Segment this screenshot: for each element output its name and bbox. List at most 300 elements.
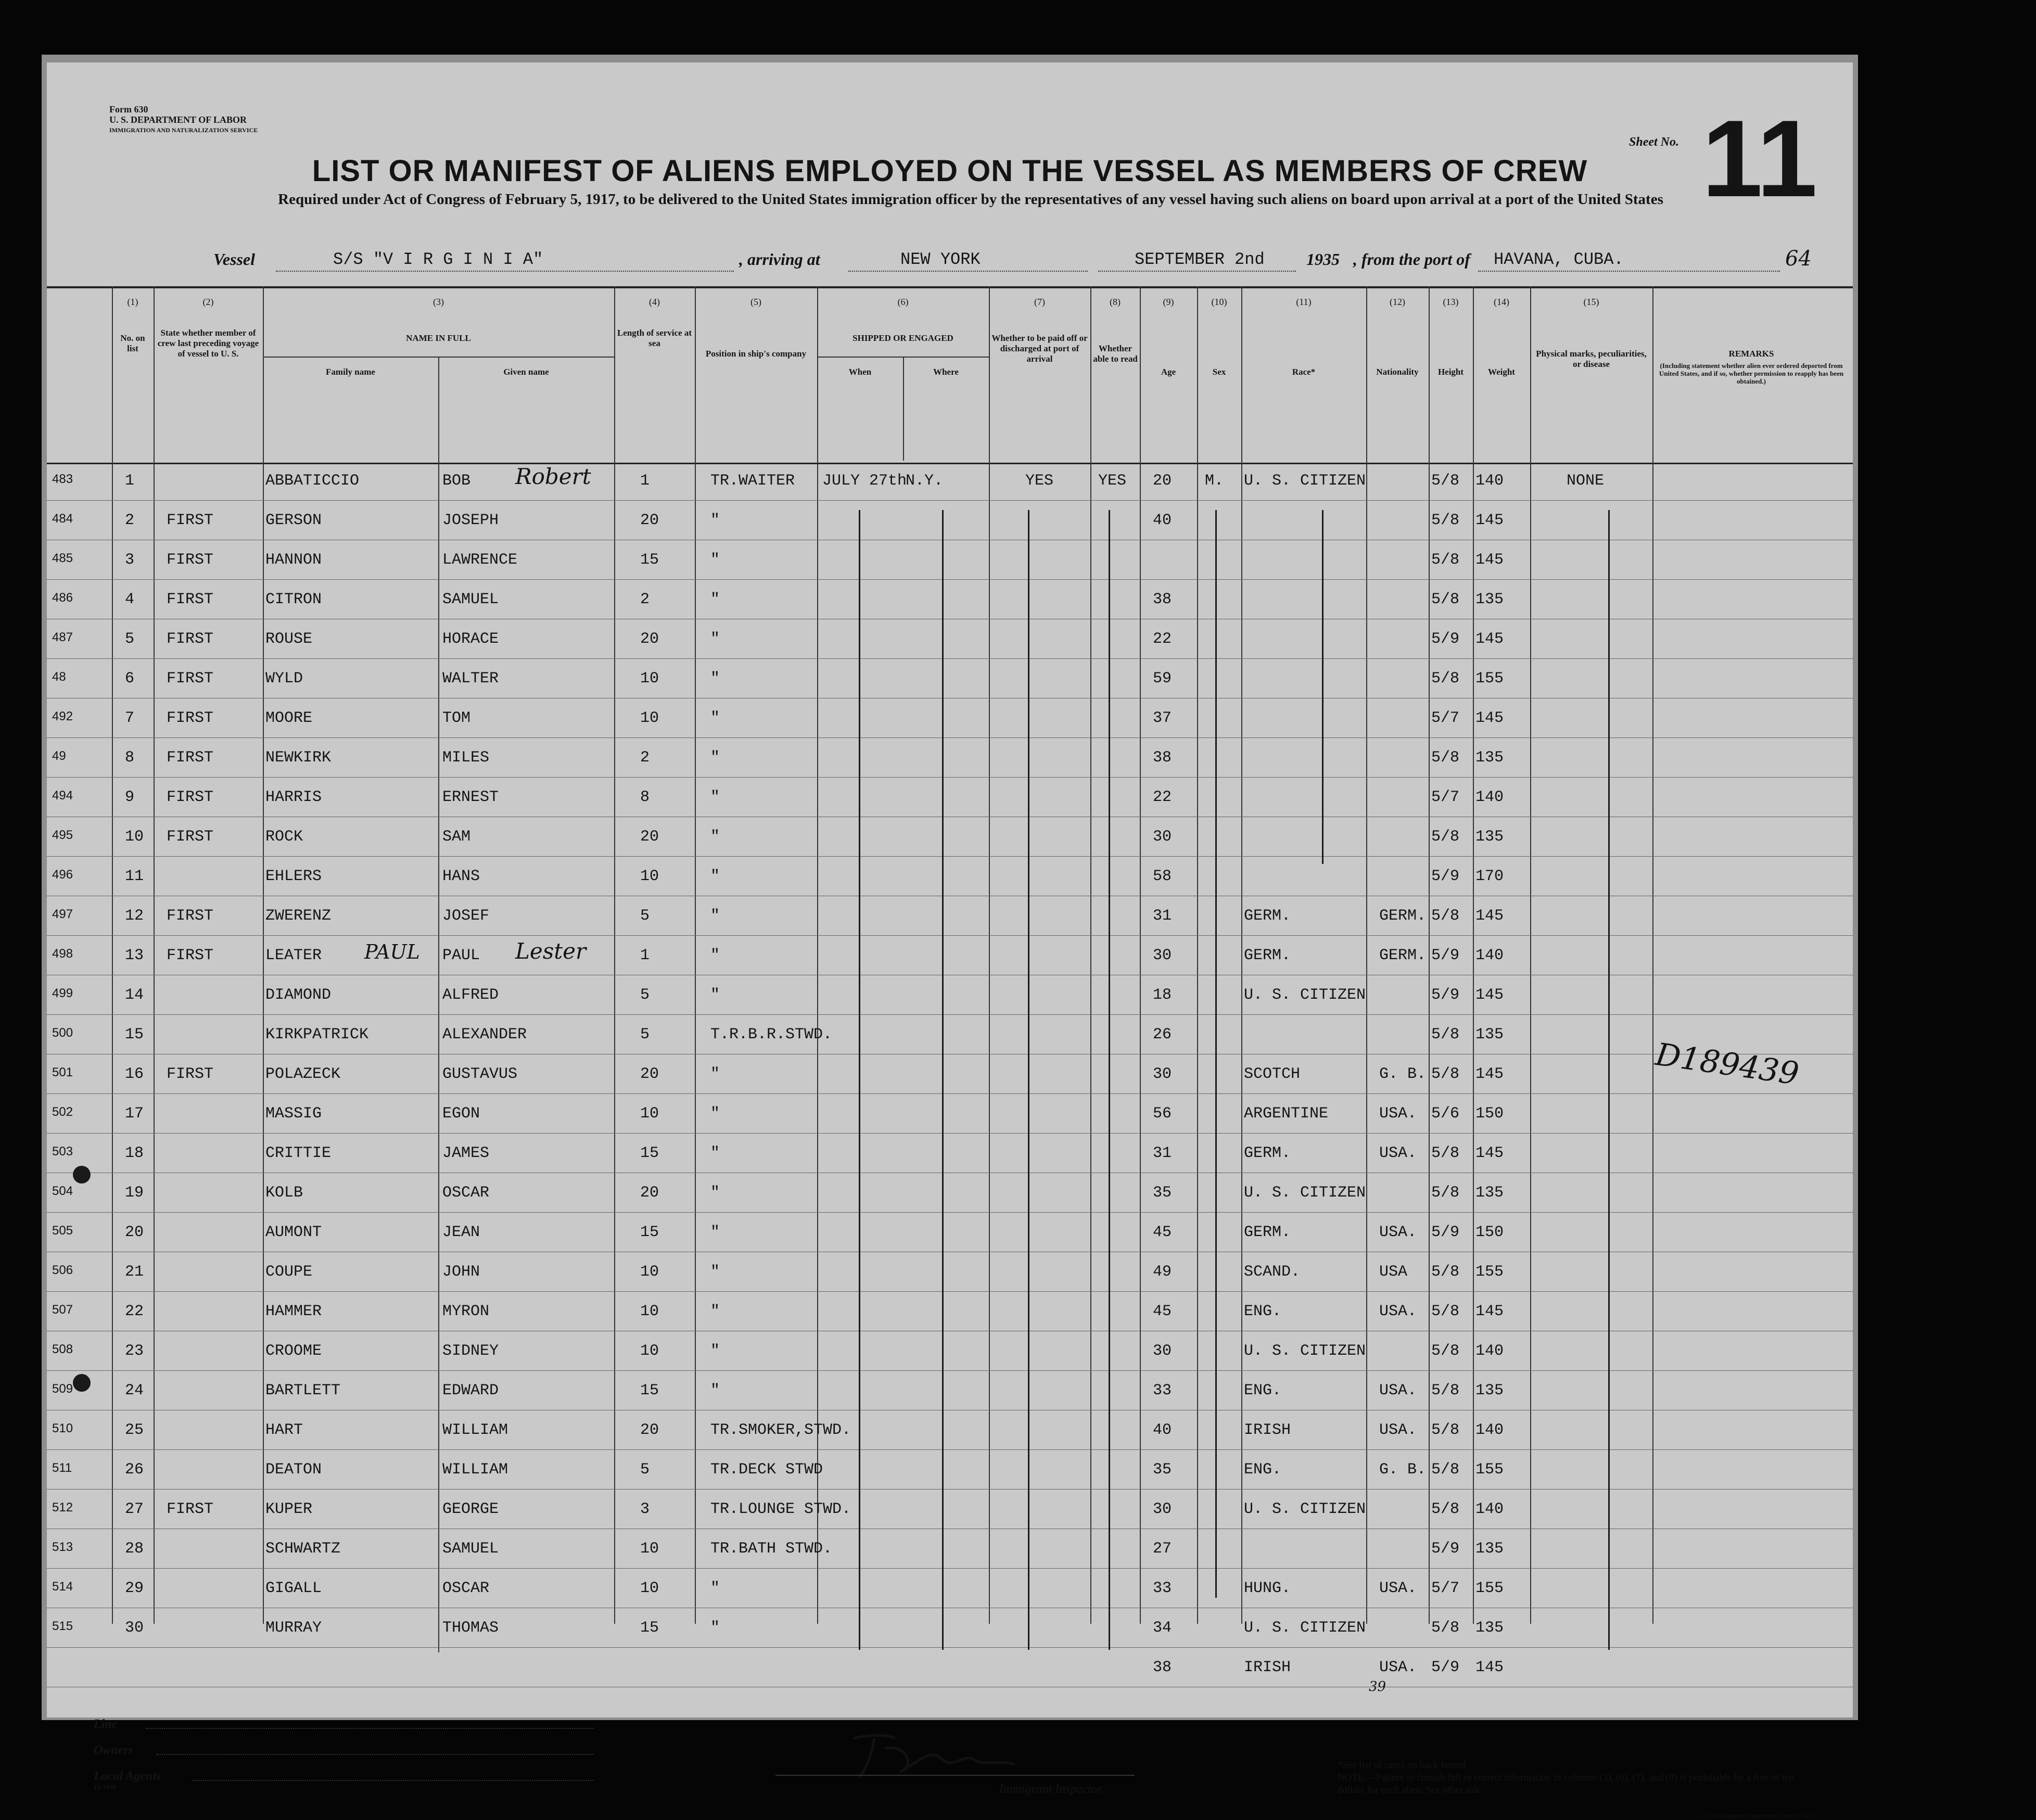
cell-height: 5/8 bbox=[1431, 1026, 1460, 1043]
from-port-label: , from the port of bbox=[1353, 250, 1470, 269]
cell-given: THOMAS bbox=[442, 1619, 499, 1637]
inspector-signature bbox=[843, 1728, 1062, 1785]
cell-weight: 135 bbox=[1475, 1619, 1504, 1637]
cell-height: 5/9 bbox=[1431, 947, 1460, 964]
cell-weight: 135 bbox=[1475, 1026, 1504, 1043]
cell-age: 22 bbox=[1153, 788, 1172, 806]
cell-extra_weight: 145 bbox=[1475, 1659, 1504, 1676]
cell-ledger: 483 bbox=[52, 472, 73, 486]
cell-ledger: 508 bbox=[52, 1342, 73, 1356]
cell-ledger: 492 bbox=[52, 709, 73, 723]
table-row bbox=[47, 1212, 1853, 1252]
table-row bbox=[47, 817, 1853, 857]
header-family-name: Family name bbox=[326, 367, 375, 377]
cell-age: 33 bbox=[1153, 1382, 1172, 1399]
cell-given: WILLIAM bbox=[442, 1461, 508, 1479]
cell-weight: 140 bbox=[1475, 1500, 1504, 1518]
table-row bbox=[47, 737, 1853, 778]
cell-prev: FIRST bbox=[167, 591, 214, 608]
cell-age: 30 bbox=[1153, 1065, 1172, 1083]
cell-weight: 145 bbox=[1475, 709, 1504, 727]
cell-nat: GERM. bbox=[1379, 907, 1427, 925]
cell-service: 15 bbox=[640, 1224, 659, 1241]
cell-service: 20 bbox=[640, 630, 659, 648]
cell-given: JEAN bbox=[442, 1224, 480, 1241]
cell-family: MURRAY bbox=[265, 1619, 322, 1637]
cell-service: 5 bbox=[640, 986, 650, 1004]
cell-no: 1 bbox=[125, 472, 135, 490]
cell-age: 35 bbox=[1153, 1461, 1172, 1479]
cell-age: 30 bbox=[1153, 828, 1172, 846]
cell-ledger: 504 bbox=[52, 1184, 73, 1198]
header-no-on-list: No. on list bbox=[120, 333, 145, 353]
cell-given-handwritten: Lester bbox=[515, 938, 587, 964]
cell-race: U. S. CITIZEN bbox=[1244, 986, 1366, 1004]
cell-family: GIGALL bbox=[265, 1580, 322, 1597]
cell-ledger: 510 bbox=[52, 1421, 73, 1435]
cell-weight: 150 bbox=[1475, 1224, 1504, 1241]
cell-marks: NONE bbox=[1567, 472, 1605, 490]
service-name: IMMIGRATION AND NATURALIZATION SERVICE bbox=[109, 126, 258, 134]
cell-family: MASSIG bbox=[265, 1105, 322, 1123]
cell-service: 5 bbox=[640, 1461, 650, 1479]
cell-weight: 145 bbox=[1475, 1144, 1504, 1162]
cell-service: 15 bbox=[640, 1382, 659, 1399]
cell-no: 23 bbox=[125, 1342, 144, 1360]
footer-note bbox=[1338, 1759, 1806, 1797]
cell-position: " bbox=[710, 907, 720, 925]
cell-position: " bbox=[710, 709, 720, 727]
footer-form-code: 14-1849 bbox=[94, 1783, 117, 1791]
table-row bbox=[47, 777, 1853, 817]
cell-no: 7 bbox=[125, 709, 135, 727]
table-row bbox=[47, 1252, 1853, 1292]
cell-service: 1 bbox=[640, 947, 650, 964]
cell-no: 19 bbox=[125, 1184, 144, 1202]
cell-race: ENG. bbox=[1244, 1461, 1282, 1479]
table-row bbox=[47, 461, 1853, 501]
arrival-date: SEPTEMBER 2nd bbox=[1135, 250, 1265, 269]
cell-given: MILES bbox=[442, 749, 490, 767]
cell-race: IRISH bbox=[1244, 1421, 1291, 1439]
cell-height: 5/8 bbox=[1431, 1144, 1460, 1162]
cell-position: " bbox=[710, 1065, 720, 1083]
vessel-label: Vessel bbox=[213, 250, 255, 269]
inspector-caption: Immigrant Inspector. bbox=[999, 1783, 1104, 1796]
cell-height: 5/9 bbox=[1431, 1540, 1460, 1558]
page-reference: 64 bbox=[1785, 247, 1812, 271]
footer-note-races: *See list of races on back hereof. bbox=[1338, 1760, 1469, 1771]
cell-given: SAMUEL bbox=[442, 1540, 499, 1558]
cell-position: " bbox=[710, 868, 720, 885]
cell-service: 10 bbox=[640, 1580, 659, 1597]
header-num-1: (1) bbox=[127, 297, 138, 307]
cell-given: SAMUEL bbox=[442, 591, 499, 608]
cell-ledger: 514 bbox=[52, 1580, 73, 1594]
cell-given: EGON bbox=[442, 1105, 480, 1123]
cell-family: POLAZECK bbox=[265, 1065, 341, 1083]
cell-height: 5/6 bbox=[1431, 1105, 1460, 1123]
table-row bbox=[47, 1489, 1853, 1529]
table-row bbox=[47, 698, 1853, 738]
arrival-year: 1935 bbox=[1306, 250, 1340, 269]
footer-owners-label: Owners bbox=[94, 1743, 134, 1757]
table-row bbox=[47, 856, 1853, 896]
cell-service: 15 bbox=[640, 1144, 659, 1162]
cell-height: 5/9 bbox=[1431, 1224, 1460, 1241]
cell-weight: 155 bbox=[1475, 1461, 1504, 1479]
cell-given: GEORGE bbox=[442, 1500, 499, 1518]
cell-race: ARGENTINE bbox=[1244, 1105, 1329, 1123]
cell-position: TR.DECK STWD bbox=[710, 1461, 823, 1479]
cell-family: DEATON bbox=[265, 1461, 322, 1479]
cell-family: NEWKIRK bbox=[265, 749, 332, 767]
cell-weight: 170 bbox=[1475, 868, 1504, 885]
cell-family: WYLD bbox=[265, 670, 303, 688]
cell-no: 2 bbox=[125, 512, 135, 529]
cell-no: 25 bbox=[125, 1421, 144, 1439]
cell-race: U. S. CITIZEN bbox=[1244, 1342, 1366, 1360]
cell-family: HANNON bbox=[265, 551, 322, 569]
cell-height: 5/9 bbox=[1431, 630, 1460, 648]
cell-position: " bbox=[710, 591, 720, 608]
cell-nat: USA. bbox=[1379, 1421, 1417, 1439]
cell-position: " bbox=[710, 1144, 720, 1162]
cell-service: 15 bbox=[640, 1619, 659, 1637]
cell-weight: 155 bbox=[1475, 1263, 1504, 1281]
cell-height: 5/8 bbox=[1431, 512, 1460, 529]
cell-given: HORACE bbox=[442, 630, 499, 648]
cell-service: 5 bbox=[640, 1026, 650, 1043]
cell-prev: FIRST bbox=[167, 907, 214, 925]
cell-where: N.Y. bbox=[906, 472, 944, 490]
cell-race: ENG. bbox=[1244, 1303, 1282, 1320]
header-name-in-full: NAME IN FULL bbox=[406, 333, 471, 343]
cell-sex: M. bbox=[1205, 472, 1224, 490]
binding-hole bbox=[73, 1166, 91, 1183]
cell-weight: 135 bbox=[1475, 1382, 1504, 1399]
cell-age: 59 bbox=[1153, 670, 1172, 688]
cell-age: 56 bbox=[1153, 1105, 1172, 1123]
cell-nat: GERM. bbox=[1379, 947, 1427, 964]
cell-service: 15 bbox=[640, 551, 659, 569]
cell-race: U. S. CITIZEN bbox=[1244, 1184, 1366, 1202]
cell-family-handwritten: PAUL bbox=[364, 940, 420, 963]
cell-weight: 140 bbox=[1475, 947, 1504, 964]
cell-given: OSCAR bbox=[442, 1184, 490, 1202]
cell-read: YES bbox=[1098, 472, 1127, 490]
cell-given: LAWRENCE bbox=[442, 551, 518, 569]
cell-position: " bbox=[710, 551, 720, 569]
cell-position: " bbox=[710, 828, 720, 846]
cell-ledger: 494 bbox=[52, 788, 73, 803]
cell-no: 15 bbox=[125, 1026, 144, 1043]
cell-age: 40 bbox=[1153, 512, 1172, 529]
cell-ledger: 515 bbox=[52, 1619, 73, 1633]
cell-ledger: 506 bbox=[52, 1263, 73, 1277]
cell-service: 1 bbox=[640, 472, 650, 490]
cell-service: 10 bbox=[640, 1540, 659, 1558]
cell-race: U. S. CITIZEN bbox=[1244, 1619, 1366, 1637]
header-where: Where bbox=[933, 367, 959, 377]
cell-position: T.R.B.R.STWD. bbox=[710, 1026, 833, 1043]
cell-position: " bbox=[710, 1105, 720, 1123]
cell-no: 8 bbox=[125, 749, 135, 767]
cell-age: 30 bbox=[1153, 1342, 1172, 1360]
cell-height: 5/8 bbox=[1431, 1303, 1460, 1320]
cell-family: KUPER bbox=[265, 1500, 313, 1518]
cell-no: 17 bbox=[125, 1105, 144, 1123]
cell-ledger: 502 bbox=[52, 1105, 73, 1119]
cell-nat: G. B. bbox=[1379, 1461, 1427, 1479]
cell-family: ROUSE bbox=[265, 630, 313, 648]
cell-position: " bbox=[710, 1303, 720, 1320]
cell-age: 58 bbox=[1153, 868, 1172, 885]
cell-weight: 135 bbox=[1475, 1184, 1504, 1202]
cell-extra_age: 38 bbox=[1153, 1659, 1172, 1676]
cell-no: 21 bbox=[125, 1263, 144, 1281]
cell-service: 20 bbox=[640, 828, 659, 846]
sheet-number: 11 bbox=[1702, 97, 1817, 220]
cell-ledger: 498 bbox=[52, 947, 73, 961]
header-race: Race* bbox=[1292, 367, 1316, 377]
header-num-2: (2) bbox=[202, 297, 214, 307]
form-label: Form 630 bbox=[109, 104, 148, 114]
cell-age: 30 bbox=[1153, 1500, 1172, 1518]
cell-ledger: 501 bbox=[52, 1065, 73, 1079]
header-paid-off: Whether to be paid off or discharged at port of arrival bbox=[991, 333, 1088, 364]
cell-family: CITRON bbox=[265, 591, 322, 608]
cell-height: 5/8 bbox=[1431, 1065, 1460, 1083]
cell-position: " bbox=[710, 512, 720, 529]
cell-weight: 155 bbox=[1475, 670, 1504, 688]
cell-given: ALFRED bbox=[442, 986, 499, 1004]
cell-family: HART bbox=[265, 1421, 303, 1439]
cell-service: 20 bbox=[640, 512, 659, 529]
cell-prev: FIRST bbox=[167, 788, 214, 806]
table-row bbox=[47, 1054, 1853, 1094]
header-num-7: (7) bbox=[1034, 297, 1045, 307]
cell-position: " bbox=[710, 1184, 720, 1202]
cell-ledger: 509 bbox=[52, 1382, 73, 1396]
cell-ledger: 499 bbox=[52, 986, 73, 1000]
cell-ledger: 49 bbox=[52, 749, 66, 763]
cell-prev: FIRST bbox=[167, 947, 214, 964]
cell-age: 34 bbox=[1153, 1619, 1172, 1637]
cell-family: EHLERS bbox=[265, 868, 322, 885]
cell-position: " bbox=[710, 1382, 720, 1399]
cell-no: 11 bbox=[125, 868, 144, 885]
cell-no: 4 bbox=[125, 591, 135, 608]
cell-nat: USA. bbox=[1379, 1580, 1417, 1597]
page-title: LIST OR MANIFEST OF ALIENS EMPLOYED ON THE VESSEL AS MEMBERS OF CREW bbox=[312, 154, 1588, 188]
table-row-extra bbox=[47, 1647, 1853, 1687]
cell-service: 20 bbox=[640, 1421, 659, 1439]
printing-office-line: U. S. GOVERNMENT PRINTING OFFICE: 1935 bbox=[1697, 1814, 1814, 1820]
cell-height: 5/7 bbox=[1431, 788, 1460, 806]
cell-family: AUMONT bbox=[265, 1224, 322, 1241]
cell-family: BARTLETT bbox=[265, 1382, 341, 1399]
cell-weight: 135 bbox=[1475, 828, 1504, 846]
table-row bbox=[47, 1331, 1853, 1371]
cell-no: 10 bbox=[125, 828, 144, 846]
header-num-12: (12) bbox=[1390, 297, 1405, 307]
cell-race: SCOTCH bbox=[1244, 1065, 1301, 1083]
cell-age: 18 bbox=[1153, 986, 1172, 1004]
table-row bbox=[47, 1370, 1853, 1410]
cell-service: 10 bbox=[640, 1263, 659, 1281]
header-able-to-read: Whether able to read bbox=[1093, 343, 1138, 364]
cell-weight: 135 bbox=[1475, 749, 1504, 767]
cell-nat: USA. bbox=[1379, 1144, 1417, 1162]
cell-ledger: 485 bbox=[52, 551, 73, 565]
cell-position: " bbox=[710, 947, 720, 964]
cell-nat: USA bbox=[1379, 1263, 1408, 1281]
cell-prev: FIRST bbox=[167, 670, 214, 688]
cell-given: WALTER bbox=[442, 670, 499, 688]
cell-height: 5/8 bbox=[1431, 1263, 1460, 1281]
cell-no: 20 bbox=[125, 1224, 144, 1241]
cell-race: HUNG. bbox=[1244, 1580, 1291, 1597]
cell-ledger: 497 bbox=[52, 907, 73, 921]
header-remarks: REMARKS bbox=[1728, 349, 1774, 359]
cell-height: 5/7 bbox=[1431, 1580, 1460, 1597]
cell-service: 8 bbox=[640, 788, 650, 806]
cell-given: BOB bbox=[442, 472, 471, 490]
handwritten-page-number: 39 bbox=[1369, 1679, 1386, 1695]
manifest-page bbox=[47, 62, 1853, 1820]
cell-age: 40 bbox=[1153, 1421, 1172, 1439]
cell-family: HAMMER bbox=[265, 1303, 322, 1320]
cell-ledger: 496 bbox=[52, 868, 73, 882]
cell-nat: USA. bbox=[1379, 1105, 1417, 1123]
cell-family: SCHWARTZ bbox=[265, 1540, 341, 1558]
cell-family: KIRKPATRICK bbox=[265, 1026, 369, 1043]
cell-position: " bbox=[710, 788, 720, 806]
cell-age: 49 bbox=[1153, 1263, 1172, 1281]
cell-race: U. S. CITIZEN bbox=[1244, 472, 1366, 490]
cell-age: 37 bbox=[1153, 709, 1172, 727]
remarks-handwritten-number: D189439 bbox=[1653, 1036, 1801, 1092]
cell-family: CRITTIE bbox=[265, 1144, 332, 1162]
cell-weight: 145 bbox=[1475, 907, 1504, 925]
header-remarks-note: (Including statement whether alien ever ordered deported from United States, and if so, whether permission to reapply has been obtained.) bbox=[1659, 362, 1844, 385]
cell-given: ERNEST bbox=[442, 788, 499, 806]
cell-position: " bbox=[710, 1224, 720, 1241]
cell-height: 5/8 bbox=[1431, 1619, 1460, 1637]
cell-given: JOSEF bbox=[442, 907, 490, 925]
cell-service: 10 bbox=[640, 709, 659, 727]
cell-race: GERM. bbox=[1244, 1144, 1291, 1162]
cell-age: 30 bbox=[1153, 947, 1172, 964]
cell-given: WILLIAM bbox=[442, 1421, 508, 1439]
cell-nat: G. B. bbox=[1379, 1065, 1427, 1083]
cell-service: 20 bbox=[640, 1065, 659, 1083]
cell-given: ALEXANDER bbox=[442, 1026, 527, 1043]
cell-service: 5 bbox=[640, 907, 650, 925]
cell-weight: 145 bbox=[1475, 512, 1504, 529]
cell-given: PAUL bbox=[442, 947, 480, 964]
cell-service: 10 bbox=[640, 1342, 659, 1360]
header-num-8: (8) bbox=[1110, 297, 1121, 307]
cell-prev: FIRST bbox=[167, 749, 214, 767]
header-num-14: (14) bbox=[1494, 297, 1509, 307]
cell-prev: FIRST bbox=[167, 630, 214, 648]
cell-no: 18 bbox=[125, 1144, 144, 1162]
cell-race: U. S. CITIZEN bbox=[1244, 1500, 1366, 1518]
cell-ledger: 48 bbox=[52, 670, 66, 684]
vessel-name: S/S "V I R G I N I A" bbox=[333, 250, 543, 269]
table-row bbox=[47, 500, 1853, 540]
cell-position: TR.LOUNGE STWD. bbox=[710, 1500, 851, 1518]
cell-position: " bbox=[710, 630, 720, 648]
cell-ledger: 500 bbox=[52, 1026, 73, 1040]
cell-height: 5/8 bbox=[1431, 591, 1460, 608]
cell-no: 5 bbox=[125, 630, 135, 648]
header-num-3: (3) bbox=[433, 297, 444, 307]
cell-height: 5/8 bbox=[1431, 907, 1460, 925]
departure-port: HAVANA, CUBA. bbox=[1494, 250, 1624, 269]
cell-given: SAM bbox=[442, 828, 471, 846]
cell-weight: 150 bbox=[1475, 1105, 1504, 1123]
cell-no: 13 bbox=[125, 947, 144, 964]
header-height: Height bbox=[1437, 367, 1464, 377]
cell-given: JAMES bbox=[442, 1144, 490, 1162]
cell-position: " bbox=[710, 1263, 720, 1281]
cell-when: JULY 27th bbox=[822, 472, 907, 490]
footer-line-label: Line bbox=[94, 1717, 118, 1731]
cell-family: CROOME bbox=[265, 1342, 322, 1360]
cell-family: COUPE bbox=[265, 1263, 313, 1281]
cell-prev: FIRST bbox=[167, 512, 214, 529]
cell-given: TOM bbox=[442, 709, 471, 727]
cell-ledger: 513 bbox=[52, 1540, 73, 1554]
table-row bbox=[47, 1133, 1853, 1173]
cell-height: 5/8 bbox=[1431, 828, 1460, 846]
table-row bbox=[47, 1291, 1853, 1331]
cell-no: 3 bbox=[125, 551, 135, 569]
header-position: Position in ship's company bbox=[705, 349, 807, 359]
cell-no: 27 bbox=[125, 1500, 144, 1518]
cell-no: 9 bbox=[125, 788, 135, 806]
header-sex: Sex bbox=[1212, 367, 1226, 377]
cell-service: 2 bbox=[640, 749, 650, 767]
cell-weight: 155 bbox=[1475, 1580, 1504, 1597]
department-name: U. S. DEPARTMENT OF LABOR bbox=[109, 114, 247, 125]
table-row bbox=[47, 658, 1853, 698]
cell-no: 29 bbox=[125, 1580, 144, 1597]
cell-given-handwritten: Robert bbox=[515, 464, 591, 489]
table-row bbox=[47, 975, 1853, 1015]
cell-service: 3 bbox=[640, 1500, 650, 1518]
cell-nat: USA. bbox=[1379, 1224, 1417, 1241]
cell-given: JOHN bbox=[442, 1263, 480, 1281]
cell-weight: 135 bbox=[1475, 1540, 1504, 1558]
form-identifier bbox=[109, 104, 265, 135]
cell-height: 5/8 bbox=[1431, 1342, 1460, 1360]
cell-position: TR.SMOKER,STWD. bbox=[710, 1421, 851, 1439]
cell-no: 16 bbox=[125, 1065, 144, 1083]
arrival-port: NEW YORK bbox=[900, 250, 981, 269]
cell-height: 5/8 bbox=[1431, 1184, 1460, 1202]
cell-race: GERM. bbox=[1244, 1224, 1291, 1241]
cell-race: GERM. bbox=[1244, 907, 1291, 925]
cell-no: 14 bbox=[125, 986, 144, 1004]
cell-height: 5/9 bbox=[1431, 986, 1460, 1004]
cell-weight: 145 bbox=[1475, 1065, 1504, 1083]
arriving-label: , arriving at bbox=[739, 250, 820, 269]
cell-age: 33 bbox=[1153, 1580, 1172, 1597]
